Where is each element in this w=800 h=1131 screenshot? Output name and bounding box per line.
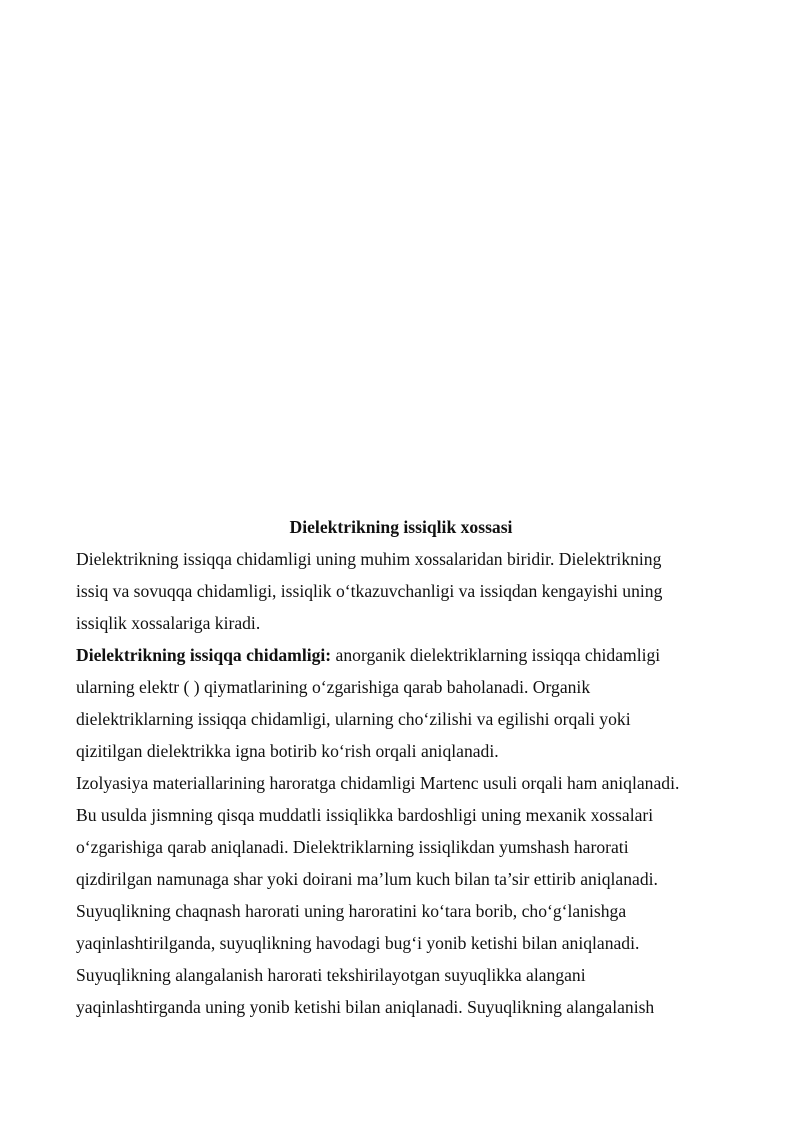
- text-line: Izolyasiya materiallarining haroratga chidamligi Martenc usuli orqali ham aniqlanadi.: [76, 773, 680, 793]
- paragraph-intro: [76, 543, 726, 639]
- document-body: [76, 511, 726, 1023]
- text-line: o‘zgarishiga qarab aniqlanadi. Dielektriklarning issiqlikdan yumshash harorati: [76, 837, 629, 857]
- text-line: Bu usulda jismning qisqa muddatli issiqlikka bardoshligi uning mexanik xossalari: [76, 805, 654, 825]
- bold-lead-term: Dielektrikning issiqqa chidamligi:: [76, 645, 332, 665]
- text-line: issiqlik xossalariga kiradi.: [76, 613, 261, 633]
- text-line: qizitilgan dielektrikka igna botirib ko‘rish orqali aniqlanadi.: [76, 741, 499, 761]
- text-line: qizdirilgan namunaga shar yoki doirani ma’lum kuch bilan ta’sir ettirib aniqlanadi.: [76, 869, 658, 889]
- document-title: Dielektrikning issiqlik xossasi: [289, 517, 513, 537]
- text-line: Dielektrikning issiqqa chidamligi uning muhim xossalaridan biridir. Dielektrikning: [76, 549, 662, 569]
- text-line: dielektriklarning issiqqa chidamligi, ularning cho‘zilishi va egilishi orqali yoki: [76, 709, 631, 729]
- text-line: ularning elektr ( ) qiymatlarining o‘zgarishiga qarab baholanadi. Organik: [76, 677, 591, 697]
- paragraph-martenc-method: [76, 767, 726, 1023]
- text-line: yaqinlashtirganda uning yonib ketishi bilan aniqlanadi. Suyuqlikning alangalanish: [76, 997, 655, 1017]
- text-line: yaqinlashtirilganda, suyuqlikning havodagi bug‘i yonib ketishi bilan aniqlanadi.: [76, 933, 640, 953]
- text-line: Suyuqlikning chaqnash harorati uning haroratini ko‘tara borib, cho‘g‘lanishga: [76, 901, 627, 921]
- text-line: [76, 639, 726, 671]
- text-line-rest: anorganik dielektriklarning issiqqa chidamligi: [331, 645, 661, 665]
- text-line: Suyuqlikning alangalanish harorati tekshirilayotgan suyuqlikka alangani: [76, 965, 586, 985]
- paragraph-heat-resistance: [76, 639, 726, 767]
- text-line: issiq va sovuqqa chidamligi, issiqlik o‘tkazuvchanligi va issiqdan kengayishi uning: [76, 581, 663, 601]
